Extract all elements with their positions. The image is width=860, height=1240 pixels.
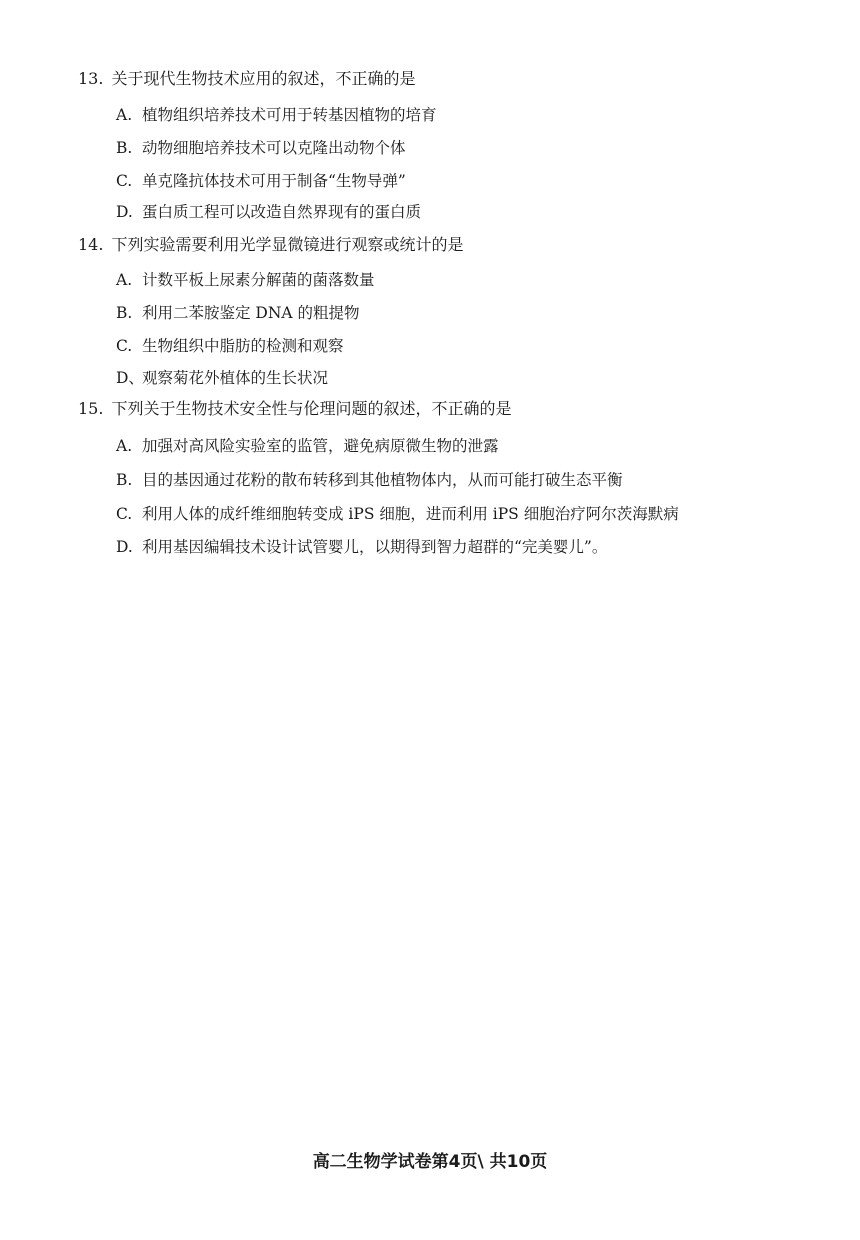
option-text: 单克隆抗体技术可用于制备“生物导弹” (142, 172, 406, 190)
option-text: 生物组织中脂肪的检测和观察 (142, 337, 344, 355)
option-text: 目的基因通过花粉的散布转移到其他植物体内，从而可能打破生态平衡 (142, 471, 623, 489)
option-a (116, 435, 499, 457)
question-text: 下列实验需要利用光学显微镜进行观察或统计的是 (111, 235, 464, 254)
question-number: 15. (78, 399, 104, 418)
option-letter: B. (116, 471, 133, 489)
option-text: 观察菊花外植体的生长状况 (142, 369, 329, 387)
option-c (116, 170, 406, 192)
option-b (116, 302, 360, 324)
option-b (116, 469, 623, 491)
question-stem (78, 68, 415, 90)
option-letter: D. (116, 538, 133, 556)
option-text: 利用基因编辑技术设计试管婴儿，以期得到智力超群的“完美婴儿”。 (142, 538, 608, 556)
option-d (116, 367, 328, 389)
option-letter: A. (116, 271, 133, 289)
option-text: 加强对高风险实验室的监管，避免病原微生物的泄露 (142, 437, 499, 455)
option-letter: C. (116, 337, 133, 355)
option-letter: A. (116, 437, 133, 455)
option-letter: C. (116, 172, 133, 190)
option-text: 利用二苯胺鉴定 DNA 的粗提物 (142, 304, 360, 322)
option-letter: C. (116, 505, 133, 523)
option-text: 动物细胞培养技术可以克隆出动物个体 (142, 139, 406, 157)
option-letter: D、 (116, 369, 144, 387)
option-a (116, 269, 375, 291)
option-b (116, 137, 406, 159)
option-letter: B. (116, 139, 133, 157)
option-d (116, 536, 607, 558)
question-stem (78, 234, 463, 256)
option-text: 利用人体的成纤维细胞转变成 iPS 细胞，进而利用 iPS 细胞治疗阿尔茨海默病 (142, 505, 679, 523)
option-text: 计数平板上尿素分解菌的菌落数量 (142, 271, 375, 289)
option-text: 植物组织培养技术可用于转基因植物的培育 (142, 106, 437, 124)
page-footer: 高二生物学试卷第4页\ 共10页 (312, 1152, 548, 1172)
option-a (116, 104, 437, 126)
option-d (116, 201, 421, 223)
question-text: 关于现代生物技术应用的叙述，不正确的是 (111, 69, 416, 88)
question-number: 13. (78, 69, 104, 88)
option-text: 蛋白质工程可以改造自然界现有的蛋白质 (142, 203, 422, 221)
question-number: 14. (78, 235, 104, 254)
option-letter: A. (116, 106, 133, 124)
question-stem (78, 398, 511, 420)
option-letter: D. (116, 203, 133, 221)
option-letter: B. (116, 304, 133, 322)
question-text: 下列关于生物技术安全性与伦理问题的叙述，不正确的是 (111, 399, 512, 418)
option-c (116, 503, 679, 525)
option-c (116, 335, 344, 357)
